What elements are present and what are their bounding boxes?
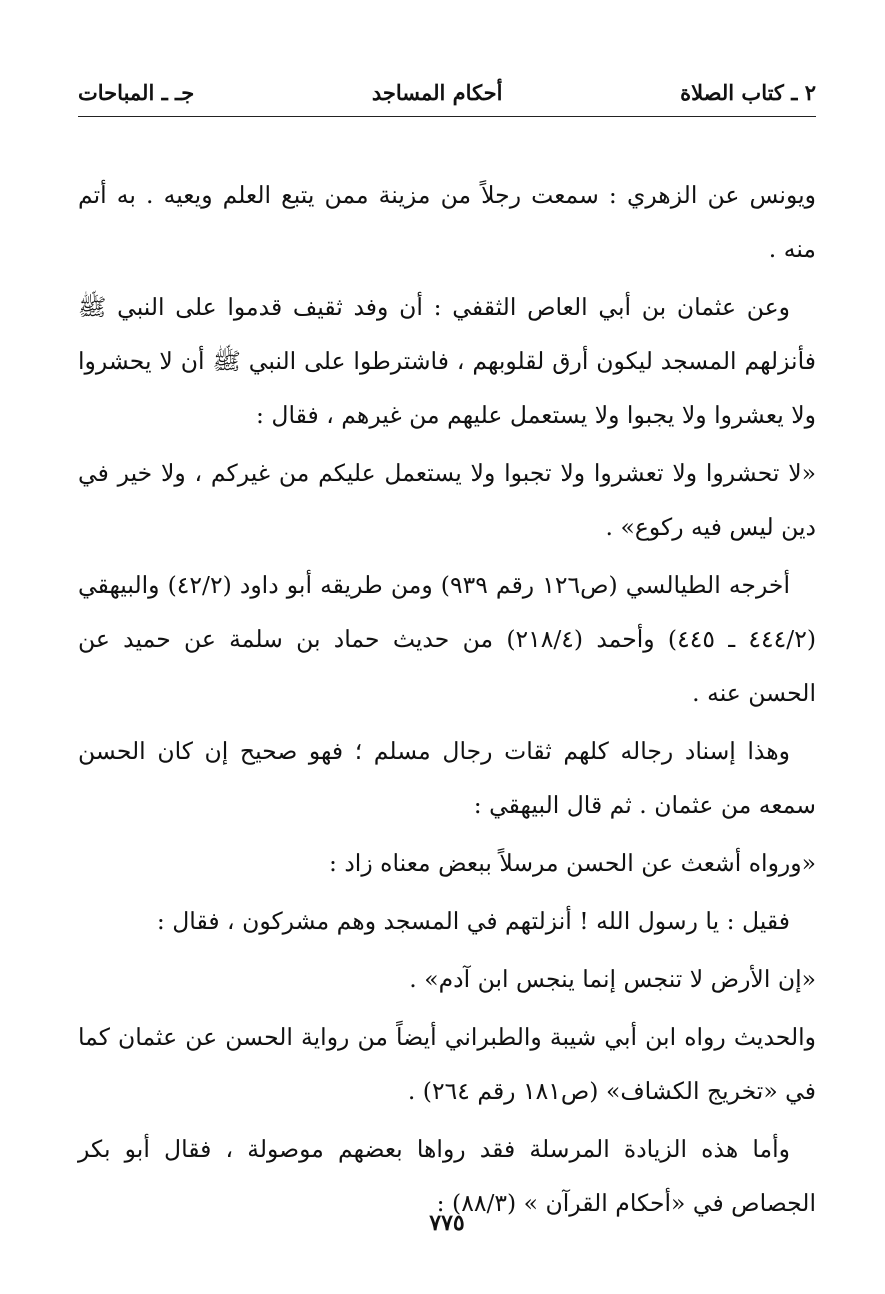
header-subsection: جـ ـ المباحات bbox=[78, 79, 195, 105]
paragraph: فقيل : يا رسول الله ! أنزلتهم في المسجد وهم مشركون ، فقال : bbox=[156, 907, 790, 935]
paragraph: أخرجه الطيالسي (ص١٢٦ رقم ٩٣٩) ومن طريقه أبو داود (٤٢/٢) والبيهقي (٤٤٤/٢ ـ ٤٤٥) وأحمد (٢١٨/٤) من حديث حماد بن سلمة عن حميد عن الحسن عنه . bbox=[78, 571, 816, 707]
header-section-title: أحكام المساجد bbox=[371, 79, 503, 105]
running-header bbox=[78, 72, 816, 112]
header-rule bbox=[78, 116, 816, 117]
document-page bbox=[78, 0, 816, 1294]
paragraph: وأما هذه الزيادة المرسلة فقد رواها بعضهم موصولة ، فقال أبو بكر الجصاص في «أحكام القرآن » (٨٨/٣) : bbox=[78, 1135, 816, 1217]
paragraph: وعن عثمان بن أبي العاص الثقفي : أن وفد ثقيف قدموا على النبي ﷺ فأنزلهم المسجد ليكون أرق لقلوبهم ، فاشترطوا على النبي ﷺ أن لا يحشروا ولا يعشروا ولا يجبوا ولا يستعمل عليهم من غيرهم ، فقال : bbox=[78, 293, 816, 429]
paragraph: وهذا إسناد رجاله كلهم ثقات رجال مسلم ؛ فهو صحيح إن كان الحسن سمعه من عثمان . ثم قال البيهقي : bbox=[78, 737, 816, 819]
paragraph: ويونس عن الزهري : سمعت رجلاً من مزينة ممن يتبع العلم ويعيه . به أتم منه . bbox=[78, 181, 816, 263]
body-text bbox=[78, 168, 816, 1230]
page-number: ٧٧٥ bbox=[429, 1210, 465, 1236]
paragraph: «إن الأرض لا تنجس إنما ينجس ابن آدم» . bbox=[409, 965, 816, 993]
paragraph: «ورواه أشعث عن الحسن مرسلاً ببعض معناه زاد : bbox=[328, 849, 816, 877]
paragraph: «لا تحشروا ولا تعشروا ولا تجبوا ولا يستعمل عليكم من غيركم ، ولا خير في دين ليس فيه ركوع» . bbox=[78, 459, 816, 541]
header-chapter: ٢ ـ كتاب الصلاة bbox=[680, 79, 816, 105]
paragraph: والحديث رواه ابن أبي شيبة والطبراني أيضاً من رواية الحسن عن عثمان كما في «تخريج الكشاف» (ص١٨١ رقم ٢٦٤) . bbox=[78, 1023, 816, 1105]
